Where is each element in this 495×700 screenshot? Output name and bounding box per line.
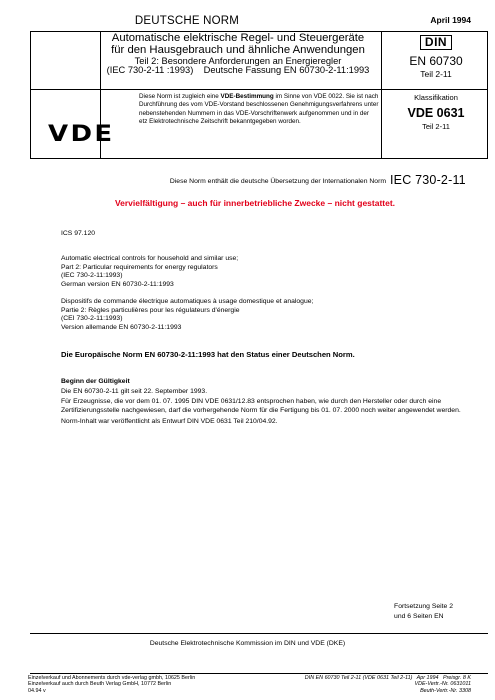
issue-date: April 1994 — [430, 15, 471, 25]
french-line: (CEI 730-2-11:1993) — [61, 315, 123, 323]
din-logo: DIN — [420, 35, 452, 50]
vde-logo: VDE — [48, 122, 115, 147]
title-line: Automatische elektrische Regel- und Steuergeräte — [111, 32, 365, 44]
footer-line: VDE-Vertr.-Nr. 0631011 — [414, 681, 471, 688]
classification-label: Klassifikation — [414, 93, 458, 102]
french-line: Dispositifs de commande électrique automatiques à usage domestique et analogue; — [61, 298, 314, 305]
footer-distribution — [28, 675, 195, 694]
english-line: Part 2: Particular requirements for energy regulators — [61, 263, 218, 271]
vde-note-bold: VDE-Bestimmung — [220, 93, 274, 100]
validity-section — [61, 378, 471, 427]
ics-code: ICS 97.120 — [61, 230, 96, 237]
rule-left — [30, 31, 31, 159]
rule-din-divider — [381, 31, 382, 159]
validity-heading: Beginn der Gültigkeit — [61, 378, 130, 385]
translation-note: Diese Norm enthält die deutsche Übersetzung der Internationalen Norm — [169, 178, 386, 185]
english-line: (IEC 730-2-11:1993) — [61, 272, 123, 280]
din-number: EN 60730 — [409, 54, 463, 68]
status-statement: Die Europäische Norm EN 60730-2-11:1993 hat den Status einer Deutschen Norm. — [61, 350, 355, 359]
rule-footer — [30, 673, 488, 674]
copy-warning: Vervielfältigung – auch für innerbetriebliche Zwecke – nicht gestattet. — [114, 198, 396, 208]
rule-title-bottom — [30, 89, 488, 90]
footer-line: Einzelverkauf und Abonnements durch vde-verlag gmbh, 10625 Berlin — [28, 675, 196, 681]
commission-line: Deutsche Elektrotechnische Kommission im DIN und VDE (DKE) — [149, 640, 346, 647]
footer-order-info — [305, 675, 471, 694]
footer-line: DIN EN 60730 Teil 2-11 (VDE 0631 Teil 2-11) Apr 1994 Preisgr. 8 K — [304, 675, 471, 681]
vde-note — [139, 93, 379, 127]
footer-line: Einzelverkauf auch durch Beuth Verlag GmbH, 10772 Berlin — [28, 681, 172, 688]
english-line: German version EN 60730-2-11:1993 — [61, 281, 174, 289]
english-title — [61, 255, 471, 290]
rule-vde-bottom — [30, 158, 488, 159]
vde-note-rest: im Sinne von VDE 0022. Sie ist nach Durchführung des vom VDE-Vorstand beschlossenen Genehmigungsverfahrens unter nebenstehenden Nummern in das VDE-Vorschriftenwerk aufgenommen und in der etz Elektrotechnische Zeitschrift bekanntgegeben worden. — [139, 93, 379, 126]
subtitle-line: Teil 2: Besondere Anforderungen an Energieregler — [134, 55, 342, 66]
footer-line: Beuth-Vertr.-Nr. 3308 — [420, 687, 471, 694]
english-line: Automatic electrical controls for household and similar use; — [61, 255, 239, 262]
validity-paragraph: Die EN 60730-2-11 gilt seit 22. September 1993. — [61, 387, 208, 395]
vde-note-intro: Diese Norm ist zugleich eine — [139, 93, 221, 100]
continuation-line: Fortsetzung Seite 2 — [394, 603, 453, 610]
din-identifier — [384, 33, 488, 79]
vde-classification — [384, 93, 488, 131]
iec-number: IEC 730-2-11 — [390, 173, 466, 187]
norm-type-heading: DEUTSCHE NORM — [134, 15, 240, 27]
rule-commission — [30, 633, 488, 634]
din-part: Teil 2-11 — [420, 69, 452, 79]
french-line: Partie 2: Règles particulières pour les régulateurs d'énergie — [61, 306, 240, 314]
continuation-line: und 6 Seiten EN — [394, 612, 444, 620]
footer-line: 04.94 v — [28, 687, 46, 694]
title-line: für den Hausgebrauch und ähnliche Anwendungen — [111, 43, 365, 56]
classification-part: Teil 2-11 — [422, 122, 450, 131]
validity-paragraph: Norm-Inhalt war veröffentlicht als Entwurf DIN VDE 0631 Teil 210/04.92. — [61, 417, 278, 425]
continuation-note — [394, 602, 453, 621]
french-line: Version allemande EN 60730-2-11:1993 — [61, 324, 182, 332]
french-title — [61, 298, 471, 333]
validity-paragraph: Für Erzeugnisse, die vor dem 01. 07. 1995 DIN VDE 0631/12.83 entsprochen haben, wie durch den Hersteller oder durch eine Zertifizierungsstelle nachgewiesen, darf die vorhergehende Norm für die Fertigung bis 01. 07. 2000 noch weiter angewendet werden. — [61, 398, 461, 415]
document-title — [100, 33, 376, 76]
classification-number: VDE 0631 — [407, 106, 465, 120]
subtitle-line: (IEC 730-2-11 :1993) Deutsche Fassung EN 60730-2-11:1993 — [106, 65, 370, 76]
